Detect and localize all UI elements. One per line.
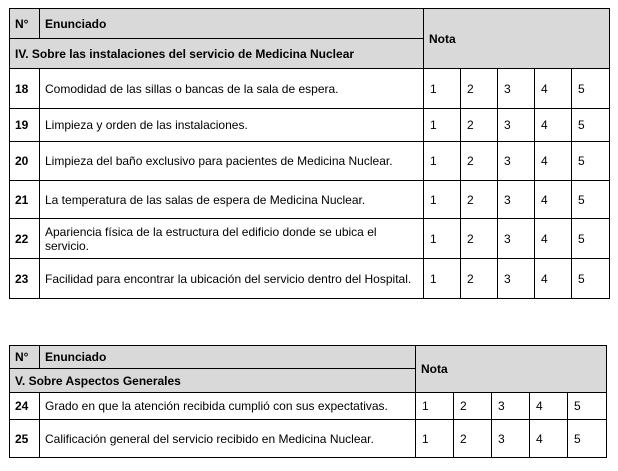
rating-option-5[interactable]: 5 [572,142,610,181]
item-statement: Grado en que la atención recibida cumplió con sus expectativas. [40,393,416,420]
item-statement: La temperatura de las salas de espera de Medicina Nuclear. [40,181,424,219]
column-header-number: N° [10,9,40,39]
column-header-enunciado: Enunciado [40,346,416,369]
column-header-enunciado: Enunciado [40,9,424,39]
rating-option-4[interactable]: 4 [535,142,572,181]
rating-option-3[interactable]: 3 [498,109,535,142]
rating-option-3[interactable]: 3 [498,259,535,299]
item-statement: Limpieza del baño exclusivo para pacientes de Medicina Nuclear. [40,142,424,181]
rating-option-4[interactable]: 4 [535,219,572,259]
rating-option-2[interactable]: 2 [461,219,498,259]
rating-option-5[interactable]: 5 [572,219,610,259]
rating-option-1[interactable]: 1 [424,219,461,259]
item-statement: Facilidad para encontrar la ubicación del servicio dentro del Hospital. [40,259,424,299]
rating-option-4[interactable]: 4 [530,393,568,420]
rating-option-3[interactable]: 3 [498,142,535,181]
rating-option-1[interactable]: 1 [424,259,461,299]
column-header-nota: Nota [424,9,610,69]
rating-option-3[interactable]: 3 [498,181,535,219]
rating-option-3[interactable]: 3 [492,393,530,420]
rating-option-5[interactable]: 5 [572,181,610,219]
table-row [10,259,610,299]
table-rows [10,69,610,299]
rating-option-1[interactable]: 1 [424,142,461,181]
rating-option-4[interactable]: 4 [535,69,572,109]
column-header-number: N° [10,346,40,369]
rating-option-1[interactable]: 1 [416,393,454,420]
table-row [10,69,610,109]
table-row [10,219,610,259]
rating-option-3[interactable]: 3 [498,219,535,259]
item-number: 23 [10,259,40,299]
item-statement: Comodidad de las sillas o bancas de la sala de espera. [40,69,424,109]
column-header-nota: Nota [416,346,607,393]
rating-option-3[interactable]: 3 [492,420,530,458]
rating-option-2[interactable]: 2 [454,420,492,458]
rating-option-5[interactable]: 5 [568,393,607,420]
item-number: 24 [10,393,40,420]
item-number: 25 [10,420,40,458]
rating-option-4[interactable]: 4 [535,259,572,299]
item-number: 19 [10,109,40,142]
rating-option-1[interactable]: 1 [424,181,461,219]
rating-option-2[interactable]: 2 [461,181,498,219]
item-number: 18 [10,69,40,109]
rating-option-4[interactable]: 4 [535,181,572,219]
section-title: V. Sobre Aspectos Generales [10,369,416,393]
rating-option-3[interactable]: 3 [498,69,535,109]
item-number: 21 [10,181,40,219]
table-row [10,142,610,181]
rating-option-2[interactable]: 2 [454,393,492,420]
rating-option-1[interactable]: 1 [424,69,461,109]
rating-option-1[interactable]: 1 [424,109,461,142]
table-row [10,393,607,420]
rating-option-2[interactable]: 2 [461,259,498,299]
table-rows [10,393,607,458]
item-statement: Apariencia física de la estructura del edificio donde se ubica el servicio. [40,219,424,259]
rating-option-2[interactable]: 2 [461,109,498,142]
item-statement: Calificación general del servicio recibido en Medicina Nuclear. [40,420,416,458]
survey-table-instalaciones [9,8,610,299]
rating-option-2[interactable]: 2 [461,142,498,181]
item-number: 20 [10,142,40,181]
item-statement: Limpieza y orden de las instalaciones. [40,109,424,142]
rating-option-1[interactable]: 1 [416,420,454,458]
item-number: 22 [10,219,40,259]
section-title: IV. Sobre las instalaciones del servicio de Medicina Nuclear [10,39,424,69]
rating-option-2[interactable]: 2 [461,69,498,109]
rating-option-4[interactable]: 4 [530,420,568,458]
rating-option-5[interactable]: 5 [572,259,610,299]
rating-option-5[interactable]: 5 [568,420,607,458]
rating-option-4[interactable]: 4 [535,109,572,142]
survey-table-aspectos-generales [9,345,607,458]
rating-option-5[interactable]: 5 [572,69,610,109]
table-row [10,420,607,458]
table-row [10,109,610,142]
table-row [10,181,610,219]
rating-option-5[interactable]: 5 [572,109,610,142]
